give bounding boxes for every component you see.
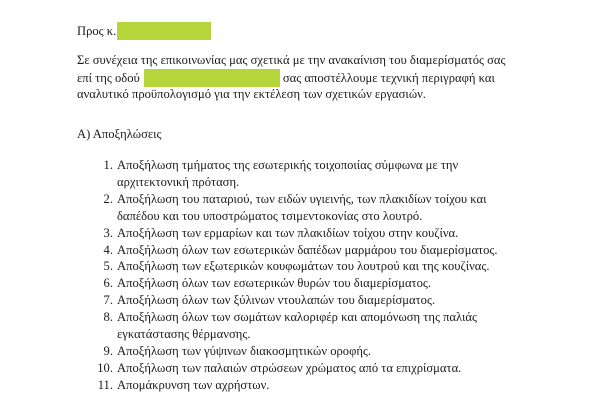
list-item-text: Αποξήλωση όλων των σωμάτων καλοριφέρ και απομόνωση της παλιάς — [117, 310, 477, 325]
list-item-number: 7. — [103, 293, 113, 308]
greeting-line — [77, 22, 211, 40]
list-item-number: 6. — [103, 276, 113, 291]
intro-line-1: Σε συνέχεια της επικοινωνίας μας σχετικά με την ανακαίνιση του διαμερίσματός σας — [77, 53, 506, 67]
list-item-text: Απομάκρυνση των αχρήστων. — [117, 377, 270, 392]
list-item-number: 10. — [97, 360, 113, 375]
intro-line-3: αναλυτικό προϋπολογισμό για την εκτέλεση των σχετικών εργασιών. — [77, 87, 426, 101]
list-item-number: 1. — [103, 158, 113, 172]
list-item-text: εγκατάστασης θέρμανσης. — [117, 327, 251, 341]
list-item-text: Αποξήλωση των εξωτερικών κουφωμάτων του λουτρού και της κουζίνας. — [117, 259, 490, 274]
list-item-number: 11. — [97, 377, 113, 392]
redacted-recipient-name — [117, 22, 211, 40]
list-item-text: αρχιτεκτονική πρόταση. — [117, 174, 240, 189]
list-item-text: Αποξήλωση των γύψινων διακοσμητικών οροφής. — [117, 343, 372, 358]
list-item-text: Αποξήλωση όλων των ξύλινων ντουλαπών του διαμερίσματος. — [117, 293, 436, 308]
intro-line-2 — [77, 69, 495, 87]
list-item-text: Αποξήλωση του παταριού, των ειδών υγιεινής, των πλακιδίων τοίχου και — [117, 191, 487, 206]
list-item-number: 8. — [103, 310, 113, 325]
list-item-number: 2. — [103, 191, 113, 206]
redacted-street-name — [144, 69, 280, 87]
list-item-number: 9. — [103, 343, 113, 358]
list-item-text: Αποξήλωση τμήματος της εσωτερικής τοιχοποιίας σύμφωνα με την — [117, 158, 459, 172]
list-item-text: Αποξήλωση των ερμαρίων και των πλακιδίων τοίχου στην κουζίνα. — [117, 225, 459, 240]
list-item-text: δαπέδου και του υποστρώματος τσιμεντοκονίας στο λουτρό. — [117, 208, 423, 223]
greeting-text: Προς κ. — [77, 24, 117, 38]
list-item-number: 4. — [103, 242, 113, 257]
list-item-number: 5. — [103, 259, 113, 274]
list-item-text: Αποξήλωση όλων των εσωτερικών θυρών του διαμερίσματος. — [117, 276, 432, 291]
list-item-number: 3. — [103, 225, 113, 240]
section-title: Α) Αποξηλώσεις — [77, 127, 162, 141]
list-item-text: Αποξήλωση όλων των εσωτερικών δαπέδων μαρμάρου του διαμερίσματος. — [117, 242, 498, 257]
intro-street-label: επί της οδού — [77, 71, 140, 85]
list-item-text: Αποξήλωση των παλαιών στρώσεων χρώματος από τα επιχρίσματα. — [117, 360, 462, 375]
intro-line-2-rest: σας αποστέλλουμε τεχνική περιγραφή και — [282, 71, 495, 85]
